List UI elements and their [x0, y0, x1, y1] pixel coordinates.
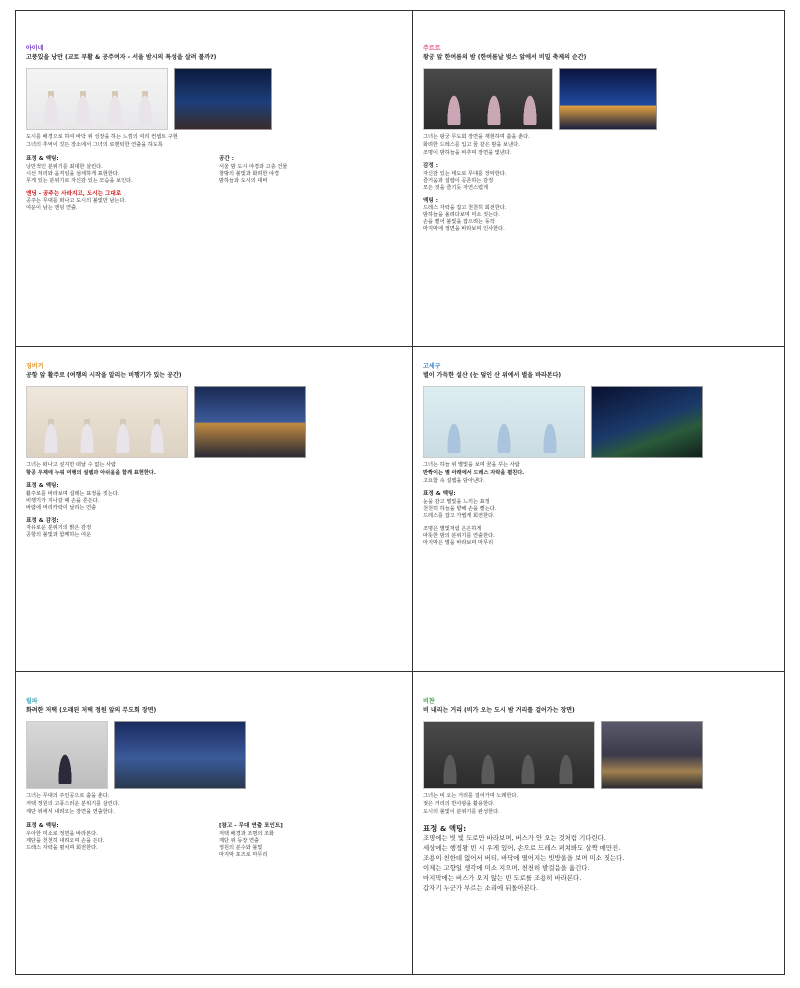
text-line: 조명은 별빛처럼 은은하게	[423, 525, 482, 532]
panel-name: 고세구	[423, 363, 441, 370]
text-line: 서울 밤 도시 야경과 고층 건물	[219, 163, 288, 170]
text-line: 모든 것을 즐기듯 자연스럽게	[423, 184, 489, 191]
bullet-item: 화려한 드레스를 입고 꿈 같은 밤을 보낸다.	[423, 142, 520, 149]
bullet-item: 도시를 배경으로 하여 바닥 위 성장을 하는 느낌의 여리 컨셉트 구현	[26, 134, 178, 141]
bullet-item: 젖은 거리의 반사광을 활용한다.	[423, 801, 495, 808]
section-title: 표정 & 액팅:	[26, 156, 59, 163]
rainy-street-scene-image	[601, 721, 703, 789]
text-line: 천천히 하늘을 향해 손을 뻗는다.	[423, 505, 497, 512]
text-line: 자신감 있는 태도로 무대를 장악한다.	[423, 170, 507, 177]
bullet-item: 고요함 속 설렘을 담아낸다.	[423, 478, 485, 485]
bullet-item: 그녀는 떠나고 싶지만 떠날 수 없는 사람	[26, 462, 117, 469]
text-line: 드레스를 잡고 가볍게 회전한다.	[423, 512, 495, 519]
panel-title: 화려한 저택 (오래된 저택 정원 앞의 무도회 장면)	[26, 707, 157, 715]
section-title: 감정 :	[423, 163, 438, 170]
panel-title: 왕궁 앞 한여름의 밤 (한여름날 벚스 앞에서 비밀 축제의 순간)	[423, 54, 587, 62]
character-reference-image	[26, 721, 108, 789]
bullet-item: 계단 위에서 내려오는 장면을 연출한다.	[26, 809, 115, 816]
panel-5	[16, 672, 412, 974]
text-line: 공주는 무대를 떠나고 도시의 불빛만 남는다.	[26, 198, 127, 205]
bullet-item: 조명이 밤하늘을 비추며 장면을 빛낸다.	[423, 150, 512, 157]
text-line: 시선 처리와 움직임을 섬세하게 표현한다.	[26, 170, 120, 177]
bullet-item: 그녀의 추억이 깃든 장소에서 그녀의 로맨틱한 연출을 하도록	[26, 142, 163, 149]
bullet-item: 그녀는 하늘 위 별빛을 보며 꿈을 꾸는 사람	[423, 462, 520, 469]
text-line: 바람에 머리카락이 날리는 연출	[26, 504, 97, 511]
bullet-item: 그녀는 무대의 주인공으로 춤을 춘다.	[26, 793, 110, 800]
text-line: 마지막에는 버스가 오지 않는 빈 도로를 조용히 바라본다.	[423, 873, 582, 882]
panel-4	[413, 347, 786, 671]
panel-3	[16, 347, 412, 671]
text-line: 우아한 미소로 정면을 바라본다.	[26, 830, 98, 837]
section-title: 표정 & 액팅:	[26, 823, 59, 830]
panel-name: 릴파	[26, 698, 38, 705]
bullet-item: 그녀는 왕궁 무도회 장면을 재현하며 춤을 춘다.	[423, 134, 530, 141]
text-line: 세상에는 행정왕 빈 시 우게 있어, 손으로 드레스 펴쳐봐도 살짝 매만진.	[423, 844, 621, 853]
bullet-item: 저택 정원의 고풍스러운 분위기를 살린다.	[26, 801, 120, 808]
panel-name: 비챤	[423, 698, 435, 705]
panel-6	[413, 672, 786, 974]
night-palace-scene-image	[559, 68, 657, 130]
bullet-item: 도시의 불빛이 분위기를 완성한다.	[423, 809, 500, 816]
text-line: 밤하늘을 올려다보며 미소 짓는다.	[423, 212, 500, 219]
text-line: 조용이 친한데 없어서 버티, 바닥에 떨어지는 빗방울을 보며 미소 짓는다.	[423, 854, 625, 863]
section-title: 액팅 :	[423, 197, 438, 204]
text-line: 따뜻한 밤의 분위기를 연출한다.	[423, 532, 495, 539]
character-reference-image	[26, 68, 168, 130]
panel-name: 주르르	[423, 45, 441, 52]
text-line: 갑자기 누군가 부르는 소리에 뒤돌아본다.	[423, 883, 539, 892]
character-reference-image	[26, 386, 188, 458]
text-line: 마지막에 정면을 바라보며 인사한다.	[423, 226, 505, 233]
text-line: 공항의 불빛과 함께하는 여운	[26, 532, 92, 539]
text-line: 드레스 자락을 잡고 천천히 회전한다.	[423, 205, 507, 212]
text-line: 즐거움과 설렘이 공존하는 감정	[423, 177, 494, 184]
text-line: 여운이 남는 엔딩 연출.	[26, 205, 78, 212]
starry-mountain-scene-image	[591, 386, 703, 458]
text-line: 정원의 분수와 불빛	[219, 844, 263, 851]
character-reference-image	[423, 68, 553, 130]
text-line: 손을 뻗어 불빛을 잡으려는 동작	[423, 219, 495, 226]
ending-title: 엔딩 - 공주는 사라지고, 도시는 그대로	[26, 190, 122, 197]
panel-title: 비 내리는 거리 (비가 오는 도시 밤 거리를 걸어가는 장면)	[423, 707, 575, 715]
text-line: 밤하늘과 도시의 대비	[219, 177, 268, 184]
text-line: 비행기가 지나갈 때 손을 흔든다.	[26, 497, 100, 504]
section-title: 표정 & 감정:	[26, 517, 59, 524]
text-line: 마지막 포즈로 마무리	[219, 851, 268, 858]
panel-name: 징버거	[26, 363, 44, 370]
character-reference-image	[423, 721, 595, 789]
panel-2	[413, 11, 786, 346]
text-line: 이제는 고향일 생각에 미소 지으며, 천천히 발걸음을 옮긴다.	[423, 863, 590, 872]
text-line: 조명에는 빗 빛 도로만 바라보며, 버스가 안 오는 것처럼 기다린다.	[423, 834, 606, 843]
section-title: 표정 & 액팅:	[26, 483, 59, 490]
panel-name: 아이네	[26, 45, 44, 52]
text-line: 계단을 천천히 내려오며 손을 든다.	[26, 837, 105, 844]
panel-title: 공항 앞 활주로 (여행의 시작을 알리는 비행기가 있는 공간)	[26, 372, 182, 380]
reference-title: [참고 - 무대 연출 포인트]	[219, 823, 283, 830]
space-title: 공간 :	[219, 156, 234, 163]
text-line: 낭만적인 분위기를 최대한 살린다.	[26, 163, 103, 170]
text-line: 계단 위 등장 연출	[219, 837, 260, 844]
bullet-item: 그녀는 비 오는 거리를 걸어가며 노래한다.	[423, 793, 519, 800]
section-title: 표정 & 액팅:	[423, 491, 456, 498]
panel-title: 별이 가득한 설산 (눈 덮인 산 위에서 별을 바라본다)	[423, 372, 562, 380]
text-line: 저택 배경과 조명의 조화	[219, 830, 275, 837]
text-line: 무게 있는 분위기로 자신감 있는 모습을 보인다.	[26, 177, 133, 184]
mansion-scene-image	[114, 721, 246, 789]
text-line: 활주로를 바라보며 설레는 표정을 짓는다.	[26, 490, 120, 497]
airport-scene-image	[194, 386, 306, 458]
night-city-scene-image	[174, 68, 272, 130]
bullet-item: 반짝이는 별 아래에서 드레스 자락을 펼친다.	[423, 470, 525, 477]
text-line: 창밖의 불빛과 화려한 야경	[219, 170, 280, 177]
panel-title: 고풍있을 낭만 (교토 부활 & 공주여자 - 서울 밤시의 특성을 살려 볼까?)	[26, 54, 217, 62]
section-title: 표정 & 액팅:	[423, 824, 467, 834]
panel-1	[16, 11, 412, 346]
text-line: 자유로운 분위기의 밝은 감정	[26, 525, 92, 532]
document-sheet	[15, 10, 785, 975]
text-line: 마지막은 별을 바라보며 마무리	[423, 539, 494, 546]
bullet-item: 항공 우제에 누워 여행의 설렘과 아쉬움을 함께 표현한다.	[26, 470, 156, 477]
text-line: 눈을 감고 별빛을 느끼는 표정	[423, 498, 490, 505]
text-line: 드레스 자락을 펼치며 회전한다.	[26, 844, 98, 851]
character-reference-image	[423, 386, 585, 458]
